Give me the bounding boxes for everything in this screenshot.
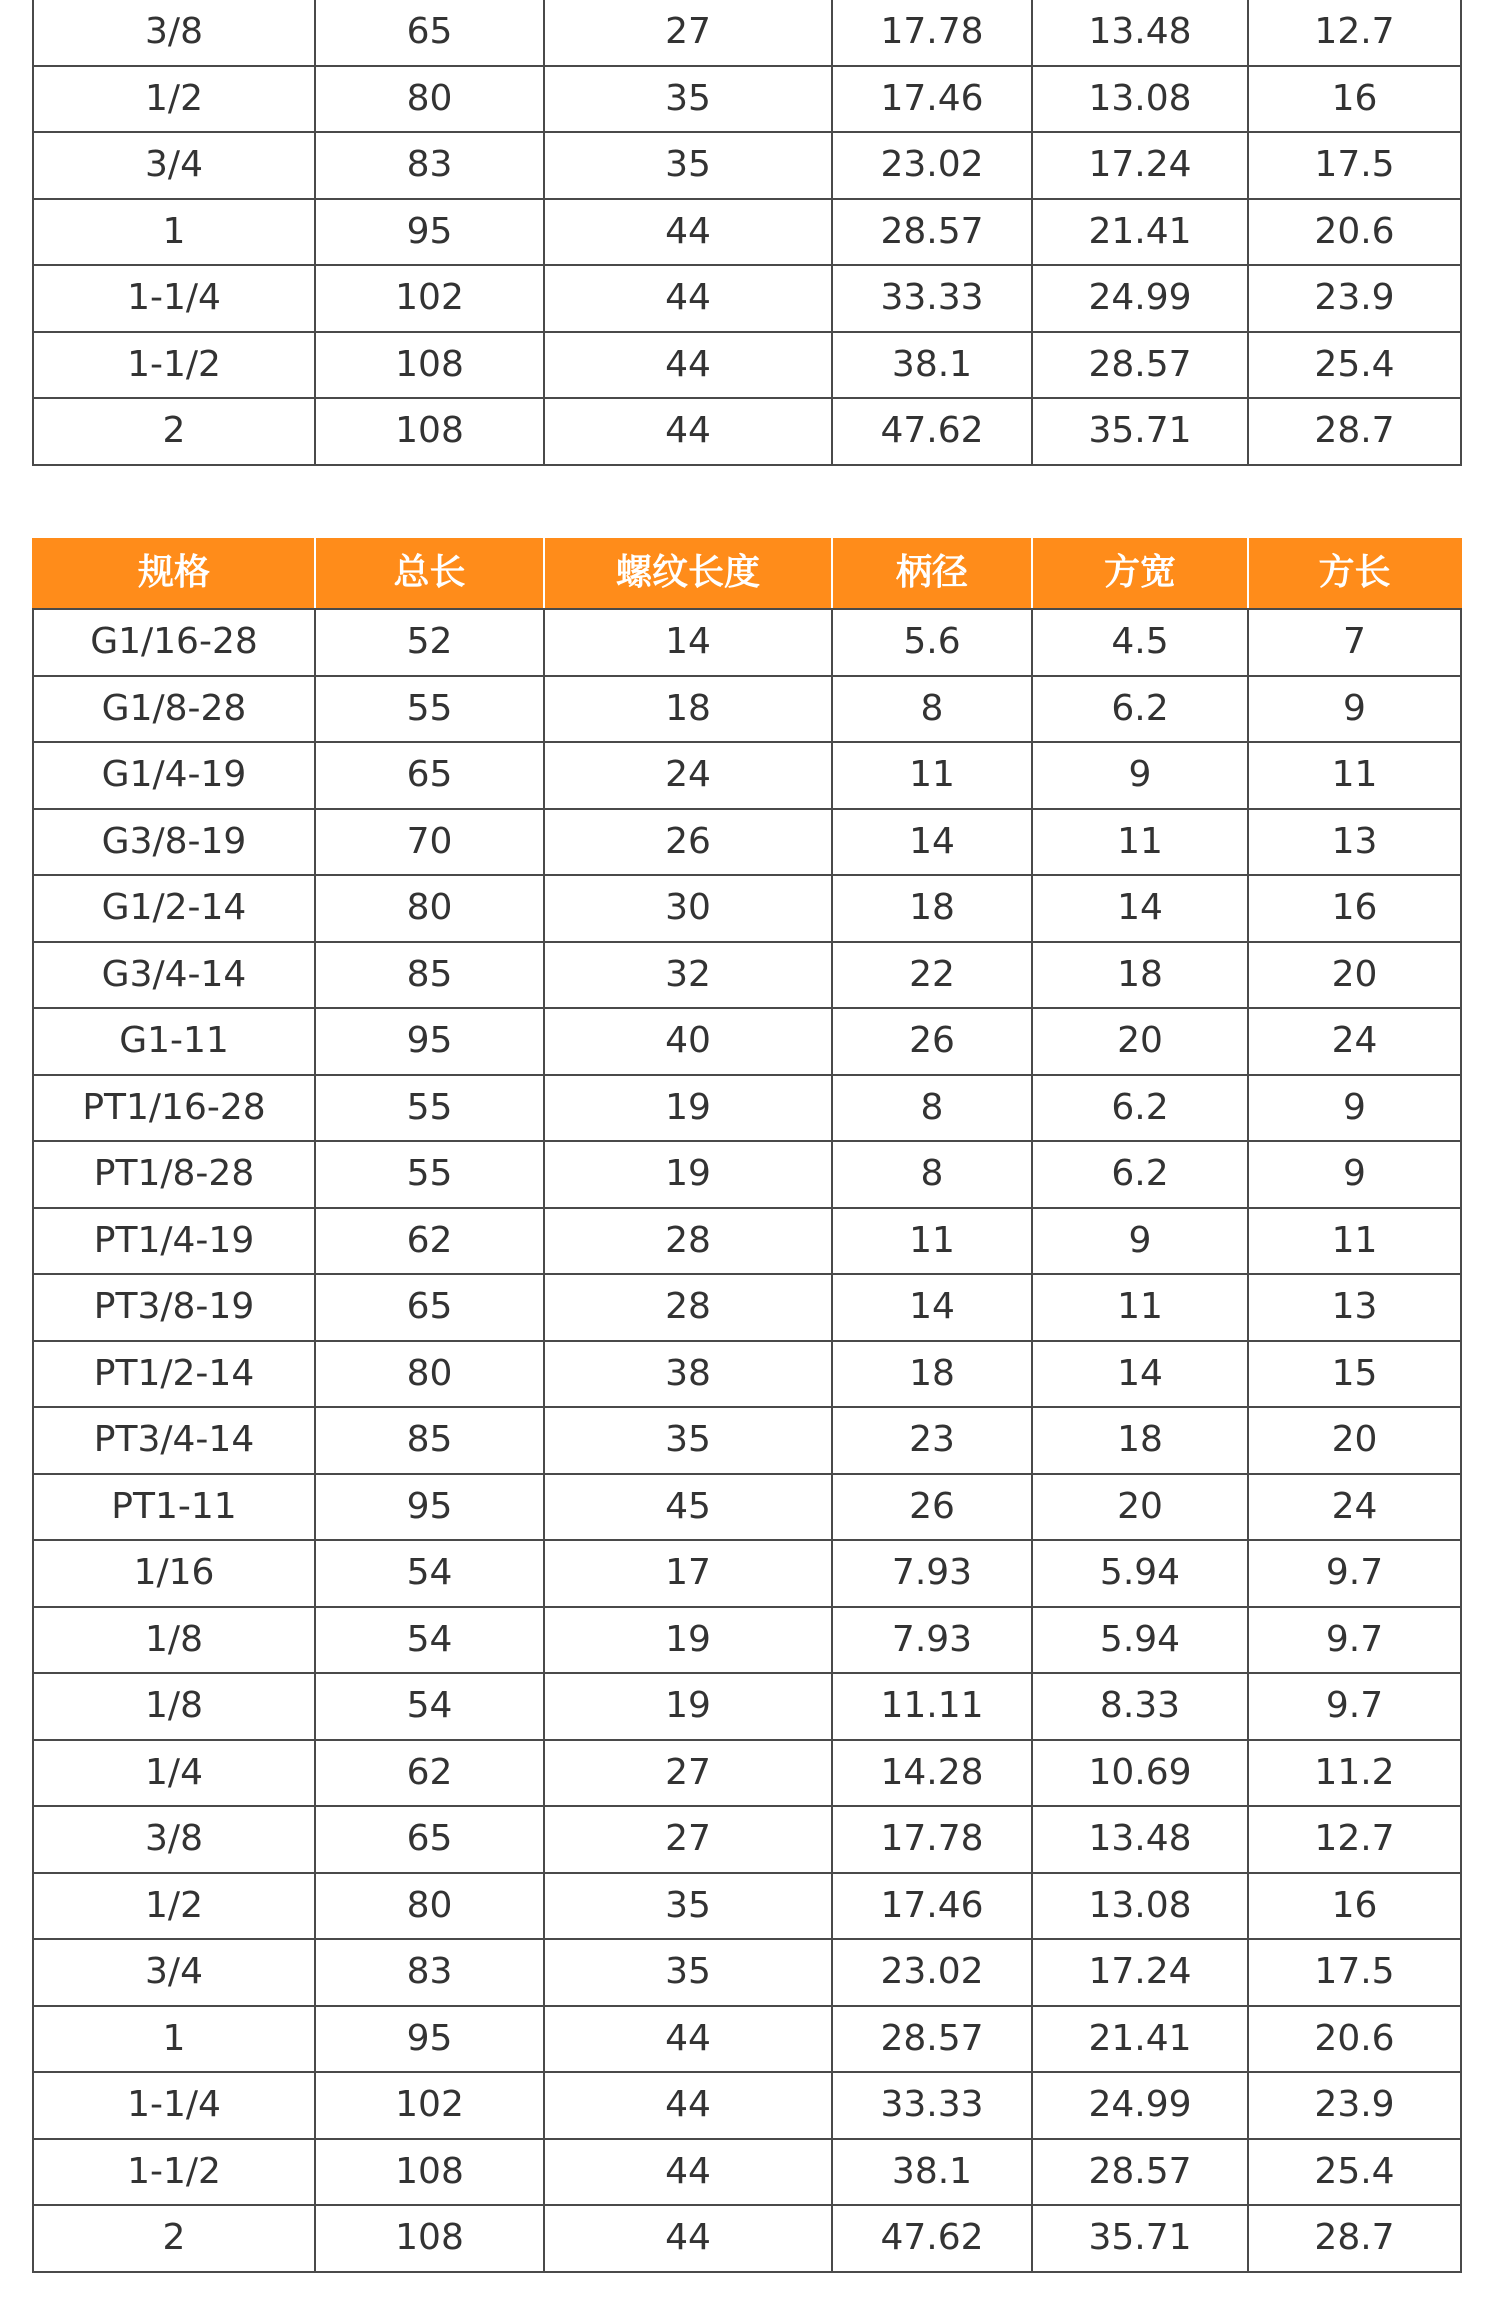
table-row [33,609,1461,676]
table-cell: G3/8-19 [33,809,315,876]
table-row [33,398,1461,465]
table-cell: 108 [315,332,544,399]
table-row [33,742,1461,809]
table-cell: 7 [1248,609,1461,676]
spec-table-continued-body [33,0,1461,465]
table-cell: 22 [832,942,1032,1009]
table-cell: PT1/16-28 [33,1075,315,1142]
table-row [33,332,1461,399]
table-cell: 19 [544,1673,832,1740]
table-row [33,1407,1461,1474]
table-cell: 23.02 [832,132,1032,199]
table-cell: 27 [544,1740,832,1807]
table-cell: 24 [544,742,832,809]
table-cell: 85 [315,1407,544,1474]
table-cell: 108 [315,398,544,465]
table-cell: 2 [33,2205,315,2272]
table-cell: 17.5 [1248,132,1461,199]
table-cell: 28.57 [1032,2139,1248,2206]
table-cell: G1/8-28 [33,676,315,743]
table-cell: 28.57 [1032,332,1248,399]
table-cell: 11 [1032,1274,1248,1341]
table-cell: 28.7 [1248,2205,1461,2272]
table-row [33,1008,1461,1075]
table-cell: 11 [832,1208,1032,1275]
table-cell: 1 [33,2006,315,2073]
table-cell: 54 [315,1540,544,1607]
table-cell: 11 [1248,1208,1461,1275]
table-cell: 44 [544,332,832,399]
table-cell: 27 [544,1806,832,1873]
table-cell: 16 [1248,66,1461,133]
table-cell: 25.4 [1248,2139,1461,2206]
table-cell: G1/16-28 [33,609,315,676]
column-header: 方长 [1248,538,1461,609]
table-cell: 83 [315,132,544,199]
table-cell: 108 [315,2139,544,2206]
table-cell: 19 [544,1607,832,1674]
spec-table-body [33,609,1461,2272]
table-cell: 16 [1248,1873,1461,1940]
table-cell: 1/16 [33,1540,315,1607]
table-cell: 14 [1032,1341,1248,1408]
table-cell: 80 [315,875,544,942]
table-cell: 27 [544,0,832,66]
table-row [33,1208,1461,1275]
table-cell: 9.7 [1248,1673,1461,1740]
table-cell: 6.2 [1032,676,1248,743]
table-row [33,942,1461,1009]
table-cell: 1-1/4 [33,265,315,332]
table-cell: 13 [1248,809,1461,876]
table-row [33,1474,1461,1541]
table-row [33,1141,1461,1208]
table-cell: 35 [544,132,832,199]
table-cell: 9 [1248,1141,1461,1208]
table-cell: 26 [832,1474,1032,1541]
table-cell: 44 [544,2139,832,2206]
table-cell: 14 [1032,875,1248,942]
table-cell: 16 [1248,875,1461,942]
table-cell: 17.24 [1032,132,1248,199]
table-cell: PT3/8-19 [33,1274,315,1341]
table-cell: 18 [1032,1407,1248,1474]
table-cell: 30 [544,875,832,942]
table-cell: 17.78 [832,0,1032,66]
spec-table [32,538,1462,2273]
table-cell: 11 [832,742,1032,809]
spec-table-continued [32,0,1462,466]
table-cell: 80 [315,66,544,133]
table-cell: 14 [832,1274,1032,1341]
table-cell: 15 [1248,1341,1461,1408]
table-cell: 28 [544,1208,832,1275]
table-cell: 35 [544,1939,832,2006]
table-cell: 44 [544,199,832,266]
table-cell: 3/4 [33,132,315,199]
table-row [33,676,1461,743]
table-cell: 65 [315,0,544,66]
table-cell: 108 [315,2205,544,2272]
table-cell: 70 [315,809,544,876]
table-cell: 55 [315,676,544,743]
table-cell: 24.99 [1032,265,1248,332]
table-cell: 20 [1248,942,1461,1009]
table-cell: 55 [315,1141,544,1208]
table-cell: 38 [544,1341,832,1408]
table-cell: 23.9 [1248,2072,1461,2139]
table-cell: 17.46 [832,1873,1032,1940]
table-cell: 102 [315,265,544,332]
table-cell: 3/4 [33,1939,315,2006]
table-cell: 54 [315,1607,544,1674]
table-row [33,265,1461,332]
table-cell: 24 [1248,1008,1461,1075]
table-cell: 85 [315,942,544,1009]
table-cell: 54 [315,1673,544,1740]
table-cell: PT1/8-28 [33,1141,315,1208]
table-row [33,1607,1461,1674]
table-cell: 6.2 [1032,1075,1248,1142]
table-cell: 35 [544,66,832,133]
table-cell: 20 [1032,1474,1248,1541]
table-cell: 6.2 [1032,1141,1248,1208]
table-cell: 17.24 [1032,1939,1248,2006]
table-cell: 21.41 [1032,2006,1248,2073]
table-cell: 7.93 [832,1540,1032,1607]
table-cell: G1-11 [33,1008,315,1075]
table-cell: 1/2 [33,1873,315,1940]
table-cell: 9.7 [1248,1607,1461,1674]
table-cell: PT1/4-19 [33,1208,315,1275]
table-cell: 102 [315,2072,544,2139]
table-cell: 2 [33,398,315,465]
table-row [33,809,1461,876]
table-cell: 65 [315,1274,544,1341]
table-cell: 13.48 [1032,1806,1248,1873]
table-cell: PT3/4-14 [33,1407,315,1474]
table-cell: 44 [544,2205,832,2272]
table-cell: 20 [1248,1407,1461,1474]
table-cell: 28.7 [1248,398,1461,465]
table-row [33,199,1461,266]
table-cell: 13 [1248,1274,1461,1341]
table-cell: 44 [544,2006,832,2073]
table-cell: 20.6 [1248,2006,1461,2073]
table-cell: 35 [544,1407,832,1474]
table-cell: 18 [1032,942,1248,1009]
table-cell: 9 [1032,742,1248,809]
table-cell: 1/8 [33,1673,315,1740]
table-row [33,875,1461,942]
column-header: 螺纹长度 [544,538,832,609]
table-cell: 3/8 [33,1806,315,1873]
table-cell: 95 [315,199,544,266]
table-row [33,2006,1461,2073]
table-cell: 65 [315,1806,544,1873]
table-cell: 1-1/2 [33,332,315,399]
table-cell: 28 [544,1274,832,1341]
table-cell: 13.08 [1032,66,1248,133]
table-cell: 80 [315,1341,544,1408]
table-cell: 26 [544,809,832,876]
table-cell: 1/4 [33,1740,315,1807]
table-cell: 14.28 [832,1740,1032,1807]
table-cell: G1/2-14 [33,875,315,942]
table-cell: 17.5 [1248,1939,1461,2006]
table-cell: 62 [315,1740,544,1807]
table-cell: 45 [544,1474,832,1541]
table-cell: 80 [315,1873,544,1940]
table-row [33,2072,1461,2139]
table-cell: 55 [315,1075,544,1142]
table-cell: 18 [832,1341,1032,1408]
table-cell: 17 [544,1540,832,1607]
table-cell: 17.78 [832,1806,1032,1873]
table-cell: 44 [544,2072,832,2139]
table-row [33,1873,1461,1940]
table-row [33,1540,1461,1607]
table-cell: 23.02 [832,1939,1032,2006]
table-cell: 5.94 [1032,1540,1248,1607]
column-header: 规格 [33,538,315,609]
table-cell: 17.46 [832,66,1032,133]
table-cell: 20.6 [1248,199,1461,266]
table-cell: 14 [544,609,832,676]
table-cell: 33.33 [832,2072,1032,2139]
table-cell: 38.1 [832,2139,1032,2206]
table-cell: 14 [832,809,1032,876]
table-cell: 20 [1032,1008,1248,1075]
table-cell: 5.6 [832,609,1032,676]
table-cell: 18 [544,676,832,743]
table-cell: 35.71 [1032,398,1248,465]
table-row [33,1075,1461,1142]
table-cell: 23.9 [1248,265,1461,332]
table-cell: 3/8 [33,0,315,66]
table-cell: 5.94 [1032,1607,1248,1674]
table-cell: 9 [1032,1208,1248,1275]
table-cell: G1/4-19 [33,742,315,809]
table-cell: 28.57 [832,2006,1032,2073]
table-cell: 12.7 [1248,1806,1461,1873]
table-cell: 21.41 [1032,199,1248,266]
table-cell: G3/4-14 [33,942,315,1009]
table-cell: 26 [832,1008,1032,1075]
table-cell: 18 [832,875,1032,942]
table-cell: 11 [1248,742,1461,809]
table-cell: 7.93 [832,1607,1032,1674]
table-cell: 8 [832,676,1032,743]
table-cell: 10.69 [1032,1740,1248,1807]
table-cell: 1/2 [33,66,315,133]
table-cell: 13.08 [1032,1873,1248,1940]
table-cell: 47.62 [832,398,1032,465]
table-cell: 13.48 [1032,0,1248,66]
table-cell: 33.33 [832,265,1032,332]
table-row [33,2205,1461,2272]
table-cell: 1-1/4 [33,2072,315,2139]
table-cell: 11 [1032,809,1248,876]
table-cell: PT1/2-14 [33,1341,315,1408]
spec-table-header-row [33,538,1461,609]
table-cell: 1/8 [33,1607,315,1674]
table-cell: 95 [315,1474,544,1541]
table-row [33,0,1461,66]
table-cell: 9 [1248,1075,1461,1142]
table-cell: 24.99 [1032,2072,1248,2139]
table-row [33,1341,1461,1408]
table-cell: 38.1 [832,332,1032,399]
table-cell: 1-1/2 [33,2139,315,2206]
table-cell: 35 [544,1873,832,1940]
table-cell: 52 [315,609,544,676]
table-cell: 62 [315,1208,544,1275]
column-header: 总长 [315,538,544,609]
table-cell: 28.57 [832,199,1032,266]
table-cell: 11.11 [832,1673,1032,1740]
table-cell: 8 [832,1141,1032,1208]
table-cell: 83 [315,1939,544,2006]
table-cell: 19 [544,1075,832,1142]
table-cell: 65 [315,742,544,809]
table-cell: 47.62 [832,2205,1032,2272]
table-cell: 8.33 [1032,1673,1248,1740]
table-row [33,66,1461,133]
table-cell: 44 [544,398,832,465]
table-row [33,1673,1461,1740]
table-cell: 9.7 [1248,1540,1461,1607]
table-row [33,1740,1461,1807]
table-cell: 40 [544,1008,832,1075]
table-cell: PT1-11 [33,1474,315,1541]
table-cell: 8 [832,1075,1032,1142]
table-cell: 95 [315,2006,544,2073]
table-cell: 1 [33,199,315,266]
table-row [33,2139,1461,2206]
table-cell: 24 [1248,1474,1461,1541]
table-cell: 11.2 [1248,1740,1461,1807]
table-row [33,1939,1461,2006]
column-header: 柄径 [832,538,1032,609]
table-cell: 9 [1248,676,1461,743]
table-cell: 95 [315,1008,544,1075]
table-row [33,1274,1461,1341]
column-header: 方宽 [1032,538,1248,609]
table-cell: 23 [832,1407,1032,1474]
table-cell: 32 [544,942,832,1009]
table-cell: 35.71 [1032,2205,1248,2272]
table-cell: 44 [544,265,832,332]
table-row [33,1806,1461,1873]
table-cell: 25.4 [1248,332,1461,399]
table-cell: 19 [544,1141,832,1208]
table-row [33,132,1461,199]
table-cell: 12.7 [1248,0,1461,66]
table-cell: 4.5 [1032,609,1248,676]
